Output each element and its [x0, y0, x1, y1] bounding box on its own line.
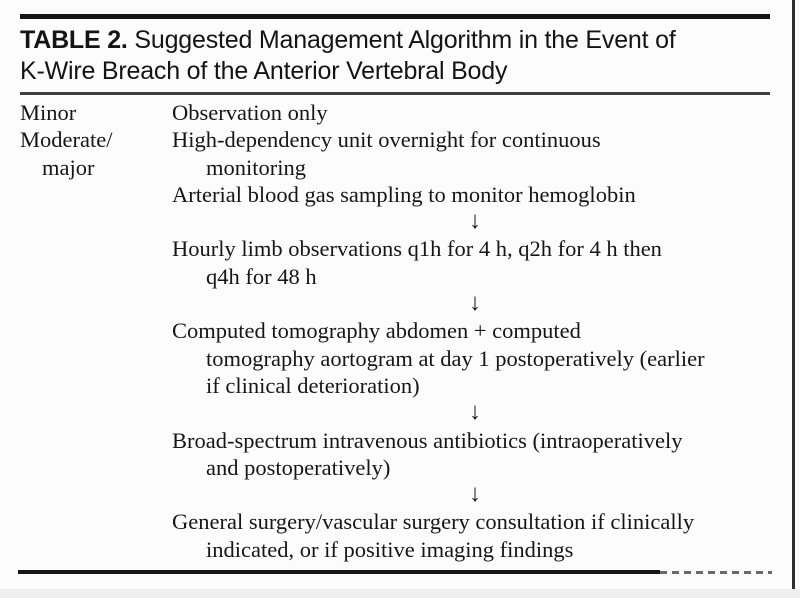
- step-line: q4h for 48 h: [206, 263, 317, 289]
- down-arrow-icon: ↓: [469, 399, 481, 426]
- table-title: [20, 25, 782, 87]
- table-title-line2: K-Wire Breach of the Anterior Vertebral Body: [20, 57, 508, 85]
- flow-column: [172, 99, 778, 563]
- scan-page-edge-line: [792, 0, 795, 590]
- step-line: Computed tomography abdomen + computed: [172, 318, 581, 344]
- step-line: if clinical deterioration): [206, 372, 420, 398]
- down-arrow-icon: ↓: [469, 481, 481, 508]
- table-top-rule: [20, 14, 770, 19]
- step-line: tomography aortogram at day 1 postoperatively (earlier: [206, 345, 705, 371]
- severity-label: Minor: [20, 100, 77, 125]
- severity-column: [20, 99, 170, 181]
- step-line: and postoperatively): [206, 454, 391, 480]
- table-header-rule: [20, 92, 770, 95]
- table-number-label: TABLE 2.: [20, 26, 128, 54]
- severity-label: Moderate/: [20, 127, 113, 153]
- step-line: indicated, or if positive imaging findings: [206, 536, 574, 562]
- step-line: Observation only: [172, 100, 328, 125]
- step-line: General surgery/vascular surgery consultation if clinically: [172, 509, 695, 535]
- step-line: Hourly limb observations q1h for 4 h, q2h for 4 h then: [172, 236, 662, 262]
- step-line: Arterial blood gas sampling to monitor hemoglobin: [172, 181, 636, 207]
- step-line: Broad-spectrum intravenous antibiotics (intraoperatively: [172, 427, 683, 453]
- table-bottom-rule-frayed-end: [660, 571, 772, 574]
- scan-bottom-shadow: [0, 589, 800, 598]
- table-bottom-rule: [18, 570, 660, 574]
- down-arrow-icon: ↓: [469, 290, 481, 317]
- table-title-line1: [20, 25, 782, 56]
- step-line: High-dependency unit overnight for continuous: [172, 127, 601, 153]
- step-line: monitoring: [206, 154, 306, 180]
- down-arrow-icon: ↓: [469, 208, 481, 235]
- table-title-text: Suggested Management Algorithm in the Event of: [127, 26, 676, 54]
- severity-label: major: [42, 154, 95, 180]
